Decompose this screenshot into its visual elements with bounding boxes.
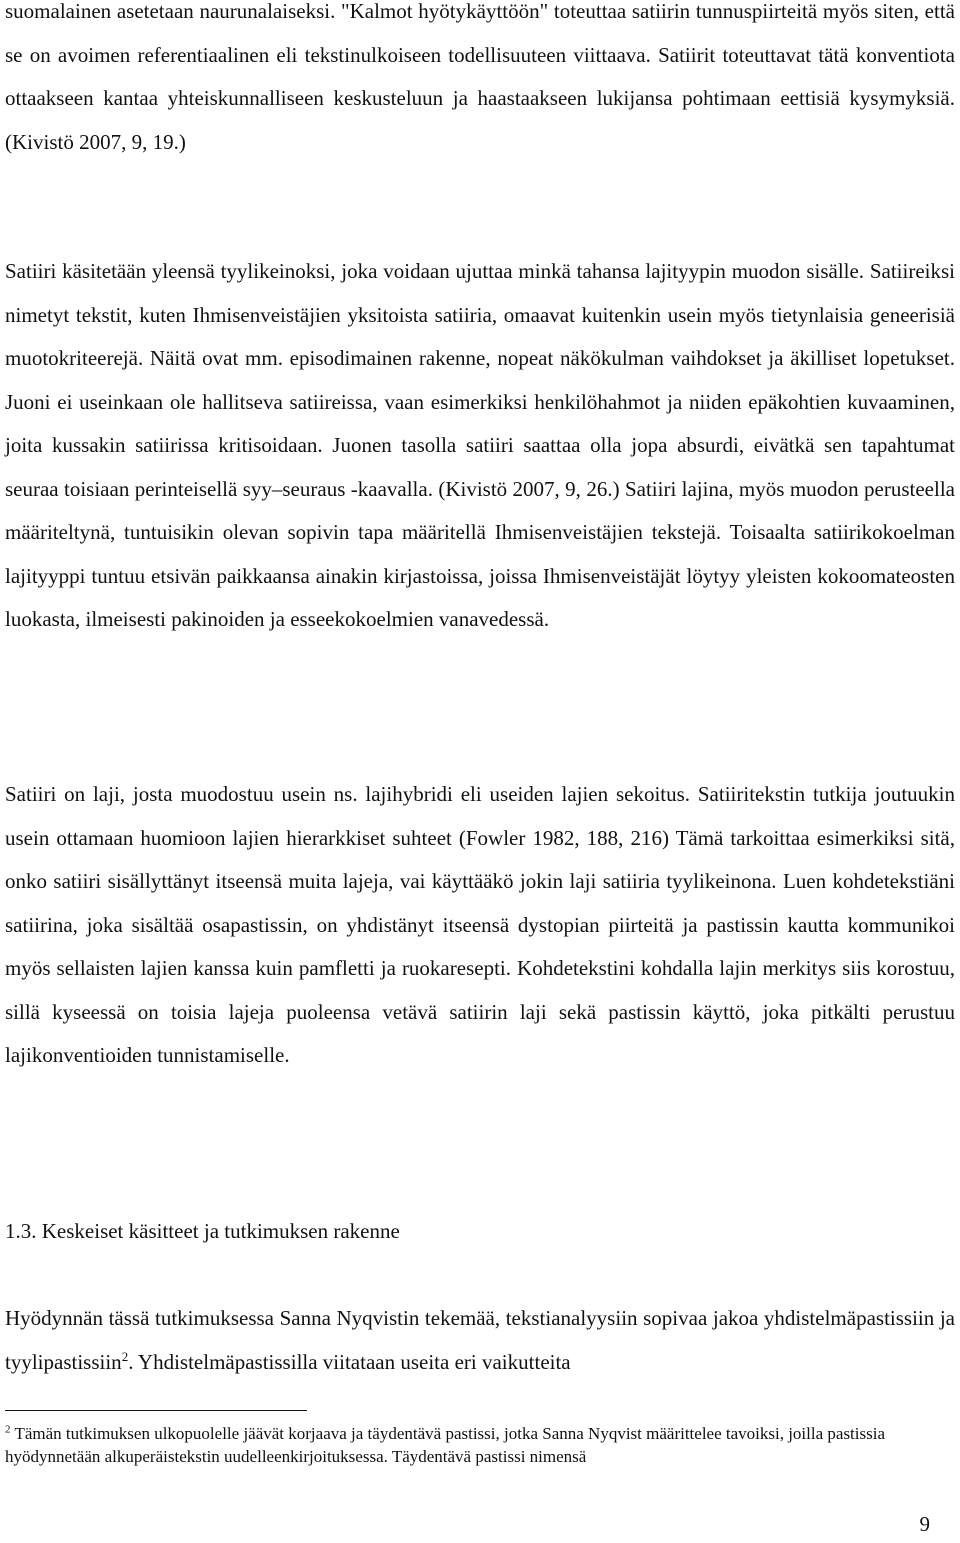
footnote-text: Tämän tutkimuksen ulkopuolelle jäävät korjaava ja täydentävä pastissi, jotka Sanna Nyqvist määrittelee tavoiksi, joilla pastissia hyödynnetään alkuperäistekstin uudelleenkirjoituksessa. Täydentävä pastissi nimensä (5, 1424, 886, 1466)
paragraph-pastiche-division (5, 1297, 955, 1384)
page-number: 9 (919, 1512, 930, 1536)
paragraph-satire-referentiality: suomalainen asetetaan naurunalaiseksi. "Kalmot hyötykäyttöön" toteuttaa satiirin tunnuspiirteitä myös siten, että se on avoimen referentiaalinen eli tekstinulkoiseen todellisuuteen viittaava. Satiirit toteuttavat tätä konventiota ottaakseen kantaa yhteiskunnalliseen keskusteluun ja haastaakseen lukijansa pohtimaan eettisiä kysymyksiä. (Kivistö 2007, 9, 19.) (5, 0, 955, 154)
footnote-number: 2 (5, 1423, 11, 1436)
footnote-divider (5, 1410, 307, 1411)
paragraph-satire-genre-criteria: Satiiri käsitetään yleensä tyylikeinoksi, joka voidaan ujuttaa minkä tahansa lajityypin muodon sisälle. Satiireiksi nimetyt tekstit, kuten Ihmisenveistäjien yksitoista satiiria, omaavat kuitenkin usein myös tietynlaisia geneerisiä muotokriteerejä. Näitä ovat mm. episodimainen rakenne, nopeat näkökulman vaihdokset ja äkilliset lopetukset. Juoni ei useinkaan ole hallitseva satiireissa, vaan esimerkiksi henkilöhahmot ja niiden epäkohtien kuvaaminen, joita kussakin satiirissa kritisoidaan. Juonen tasolla satiiri saattaa olla jopa absurdi, eivätkä sen tapahtumat seuraa toisiaan perinteisellä syy–seuraus -kaavalla. (Kivistö 2007, 9, 26.) Satiiri lajina, myös muodon perusteella määriteltynä, tuntuisikin olevan sopivin tapa määritellä Ihmisenveistäjien tekstejä. Toisaalta satiirikokoelman lajityyppi tuntuu etsivän paikkaansa ainakin kirjastoissa, joissa Ihmisenveistäjät löytyy yleisten kokoomateosten luokasta, ilmeisesti pakinoiden ja esseekokoelmien vanavedessä. (5, 259, 955, 631)
footnote-reference: 2 (121, 1348, 129, 1364)
paragraph-text-after-note: . Yhdistelmäpastissilla viitataan useita eri vaikutteita (128, 1349, 571, 1374)
paragraph-genre-hybrid: Satiiri on laji, josta muodostuu usein ns. lajihybridi eli useiden lajien sekoitus. Satiiritekstin tutkija joutuukin usein ottamaan huomioon lajien hierarkkiset suhteet (Fowler 1982, 188, 216) Tämä tarkoittaa esimerkiksi sitä, onko satiiri sisällyttänyt itseensä muita lajeja, vai käyttääkö jokin laji satiiria tyylikeinona. Luen kohdetekstiäni satiirina, joka sisältää osapastissin, on yhdistänyt itseensä dystopian piirteitä ja pastissin kautta kommunikoi myös sellaisten lajien kanssa kuin pamfletti ja ruokaresepti. Kohdetekstini kohdalla lajin merkitys siis korostuu, sillä kyseessä on toisia lajeja puoleensa vetävä satiirin laji sekä pastissin käyttö, joka pitkälti perustuu lajikonventioiden tunnistamiselle. (5, 782, 955, 1067)
section-heading: 1.3. Keskeiset käsitteet ja tutkimuksen rakenne (5, 1219, 400, 1243)
footnote (5, 1422, 955, 1468)
paragraph-text-before-note: Hyödynnän tässä tutkimuksessa Sanna Nyqvistin tekemää, tekstianalyysiin sopivaa jakoa yhdistelmäpastissiin ja tyylipastissiin (5, 1306, 955, 1374)
